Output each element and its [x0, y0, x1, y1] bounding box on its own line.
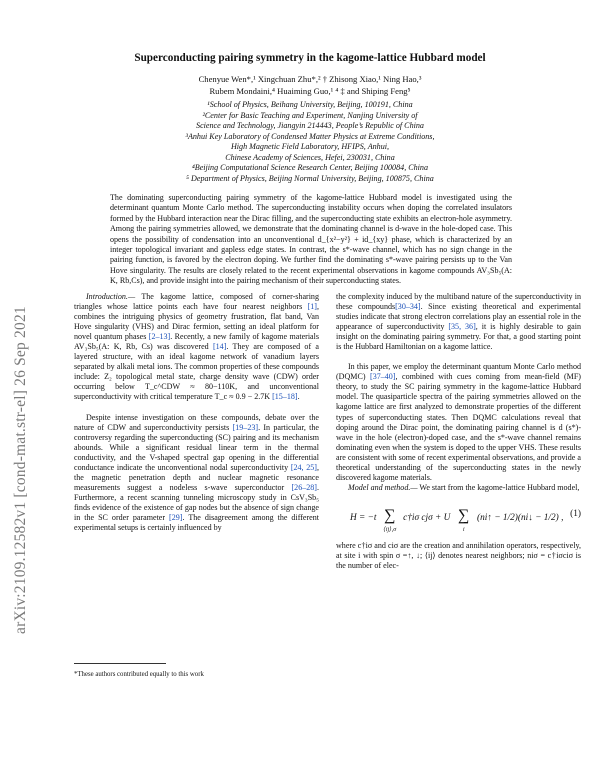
affiliation-3c: Chinese Academy of Sciences, Hefei, 230031, China [225, 153, 395, 162]
author-line-1: Chenyue Wen*,¹ Xingchuan Zhu*,² † Zhisong Xiao,¹ Ning Hao,³ [198, 74, 422, 84]
equation-hopping-term: c†iσ cjσ + U [403, 512, 451, 523]
equation-number: (1) [570, 508, 581, 519]
intro-paragraph-1: Introduction.— The kagome lattice, composed of corner-sharing triangles whose lattice points each have four nearest neighbors [1], combines the intriguing physics of geometry frustration, flat band, Van Hove singularity (VHS) and Dirac fermion, setting an ideal platform for novel quantum phases [2–13]. Recently, a new family of kagome materials AV₃Sb₅(A: K, Rb, Cs) was discovered [14]. They are composed of a layered structure, with an ideal kagome network of vanadium layers separated by alkali metal ions. The common properties of these compounds include: Z₂ topological metal state, charge density wave (CDW) order occurring below T_c^CDW ≈ 80−110K, and unconventional superconductivity with critical temperature T_c ≈ 0.9 − 2.7K [15–18]. [74, 292, 320, 402]
sum-index: i [462, 525, 465, 533]
affiliation-4: ⁴Beijing Computational Science Research Center, Beijing 100084, China [191, 163, 429, 172]
left-column [74, 292, 319, 533]
citation-link[interactable]: [37–40] [370, 372, 396, 382]
footnote-divider [74, 663, 166, 664]
citation-link[interactable]: [2–13] [148, 332, 171, 342]
right-paragraph-2: In this paper, we employ the determinant quantum Monte Carlo method (DQMC) [37–40], combined with cues coming from mean-field (MF) theory, to study the SC pairing symmetry in the kagome-lattice Hubbard model. The quasiparticle spectra of the pairing symmetries allowed on the kagome lattice are first analyzed to demonstrate properties of the different types of superconducting states. Then DQMC calculations reveal that doping around the Dirac point, the dominating pairing channel is d (s*)-wave in the hole (electron)-doped case, and the s*-wave channel remains dominating even when the system is doped to the upper VHS. These results are consistent with some of recent experimental observations, and provide a theoretical understanding of the superconducting states in the newly discovered kagome materials. [336, 362, 581, 482]
affiliation-5: ⁵ Department of Physics, Beijing Normal University, Beijing, 100875, China [186, 174, 434, 183]
citation-link[interactable]: [14] [212, 342, 227, 352]
citation-link[interactable]: [15–18] [272, 392, 298, 402]
affiliation-1: ¹School of Physics, Beihang University, Beijing, 100191, China [207, 100, 413, 109]
intro-paragraph-2: Despite intense investigation on these compounds, debate over the nature of CDW and superconductivity persists [19–23]. In particular, the controversy regarding the superconducting (SC) pairing and its mechanism abounds. While a significant residual linear term in the thermal conductivity, and the V-shaped spectral gap opening in the differential conductance indicate the unconventional nodal superconductivity [24, 25], the magnetic penetration depth and nuclear magnetic resonance measurements suggest a nodeless s-wave superconductor [26–28]. Furthermore, a recent scanning tunneling microscopy study in CsV₃Sb₅ finds evidence of the existence of gap nodes but the absence of sign change in the SC order parameter [29]. The disagreement among the different experimental setups is certainly influenced by [74, 412, 319, 533]
affiliation-3a: ³Anhui Key Laboratory of Condensed Matter Physics at Extreme Conditions, [185, 132, 435, 141]
paper-title: Superconducting pairing symmetry in the kagome-lattice Hubbard model [134, 52, 486, 64]
right-paragraph-1: the complexity induced by the multiband nature of the superconductivity in these compounds[30–34]. Since existing theoretical and experimental studies indicate that strong electron correlations play an essential role in the appearance of superconductivity [35, 36], it is highly desirable to gain insight on the dominating pairing symmetry. For that, a good starting point is the Hubbard Hamiltonian on a kagome lattice. [336, 292, 581, 352]
footnote: *These authors contributed equally to this work [74, 671, 204, 678]
citation-link[interactable]: [19–23] [232, 422, 259, 432]
arxiv-identifier[interactable]: arXiv:2109.12582v1 [cond-mat.str-el] 26 Sep 2021 [12, 306, 29, 634]
equation-interaction-term: (ni↑ − 1/2)(ni↓ − 1/2) , [477, 512, 564, 523]
affiliation-2a: ²Center for Basic Teaching and Experiment, Nanjing University of [202, 111, 418, 120]
citation-link[interactable]: [24, 25] [290, 462, 317, 472]
sum-symbol: ∑ i [453, 509, 475, 523]
model-paragraph: Model and method.— We start from the kagome-lattice Hubbard model, [348, 482, 580, 492]
affiliation-3b: High Magnetic Field Laboratory, HFIPS, Anhui, [230, 142, 390, 151]
citation-link[interactable]: [30–34] [395, 302, 421, 312]
right-column [336, 292, 581, 571]
equation-lhs: H = −t [350, 512, 377, 523]
section-heading-introduction: Introduction.— [86, 292, 136, 301]
section-heading-model: Model and method.— [348, 482, 418, 492]
citation-link[interactable]: [29] [169, 512, 183, 522]
equation-body [350, 506, 564, 533]
citation-link[interactable]: [26–28] [291, 482, 317, 492]
affiliation-2b: Science and Technology, Jiangyin 214443, People’s Republic of China [196, 121, 424, 130]
sum-index: ⟨ij⟩,σ [383, 525, 397, 533]
right-paragraph-4: where c†iσ and ciσ are the creation and annihilation operators, respectively, at site i with spin σ =↑, ↓; ⟨ij⟩ denotes nearest neighbors; niσ = c†iσciσ is the number of elec- [336, 540, 581, 570]
hubbard-equation [336, 501, 581, 535]
author-line-2: Rubem Mondaini,⁴ Huaiming Guo,¹ ⁴ ‡ and Shiping Feng⁵ [209, 86, 411, 96]
citation-link[interactable]: [35, 36] [448, 322, 476, 332]
abstract: The dominating superconducting pairing symmetry of the kagome-lattice Hubbard model is investigated using the determinant quantum Monte Carlo method. The superconducting instability occurs when doping the correlated insulators formed by the Hubbard interaction near the Dirac filling, and the superconducting state exhibits an electron-hole asymmetry. Among the pairing symmetries allowed, we demonstrate that the dominating channel is d-wave in the hole-doped case. This opens the possibility of condensation into an unconventional d_{x²−y²} + id_{xy} phase, which is characterized by an integer topological invariant and gapless edge states. In contrast, the s*-wave channel, which has no sign change in the pairing function, is favored by the electron doping. We further find the dominating s*-wave pairing persists up to the Van Hove singularity. The results are closely related to the recent experimental observations in kagome compounds AV₃Sb₅(A: K, Rb,Cs), and provide insight into the pairing mechanism of their superconducting states. [110, 193, 512, 286]
citation-link[interactable]: [1] [307, 302, 317, 312]
sum-symbol: ∑ ⟨ij⟩,σ [379, 509, 401, 523]
